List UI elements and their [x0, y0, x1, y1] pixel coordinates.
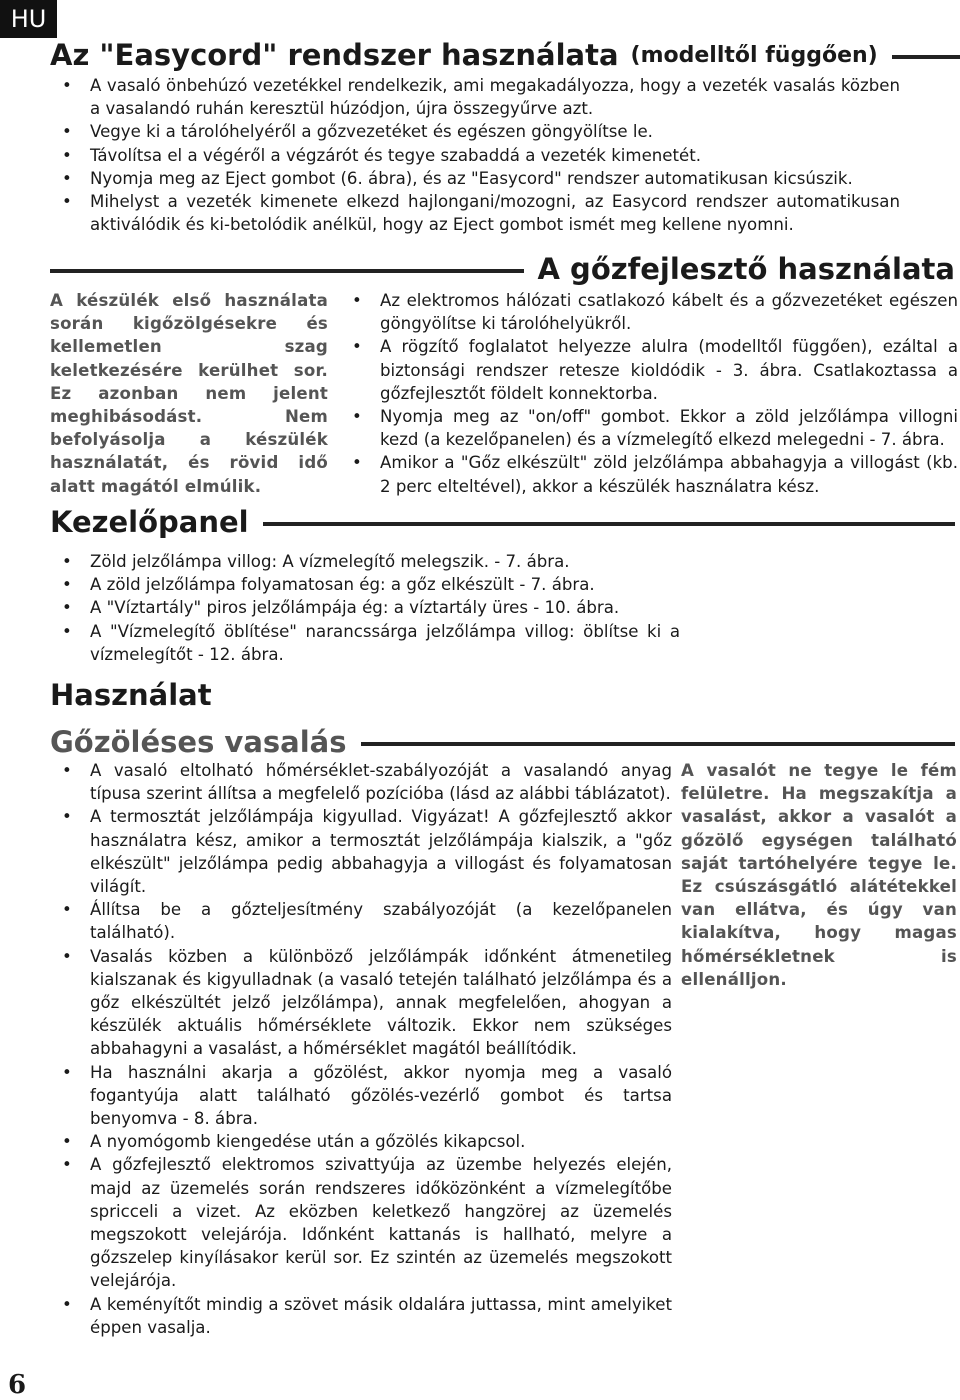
list-item: • Zöld jelzőlámpa villog: A vízmelegítő melegszik. - 7. ábra. [50, 550, 680, 573]
heading-rule [263, 522, 955, 526]
steam-ironing-section [50, 725, 955, 759]
list-item: • Állítsa be a gőzteljesítmény szabályozóját (a kezelőpanelen található). [50, 898, 672, 944]
steam-ironing-heading [50, 725, 955, 759]
iron-rest-note: A vasalót ne tegye le fém felületre. Ha megszakítja a vasalást, akkor a vasalót a gőzölő egységen található saját tartóhelyére tegye le. Ez csúszásgátló alátétekkel van ellátva, és úgy van kialakítva, hogy magas hőmérsékletnek is ellenálljon. [681, 761, 957, 989]
list-item: • A "Vízmelegítő öblítése" narancssárga jelzőlámpa villog: öblítse ki a vízmelegítőt - 12. ábra. [50, 620, 680, 666]
list-item: • Nyomja meg az "on/off" gombot. Ekkor a zöld jelzőlámpa villogni kezd (a kezelőpanelen) és a vízmelegítő elkezd melegedni - 7. ábra. [340, 405, 958, 451]
first-use-note: A készülék első használata során kigőzölgésekre és kellemetlen szag keletkezésére kerülhet sor. Ez azonban nem jelent meghibásodást. Nem befolyásolja a készülék használatát, és rövid idő alatt magától elmúlik. [50, 291, 328, 496]
usage-heading: Használat [50, 678, 212, 712]
steam-generator-list [340, 289, 958, 498]
list-item: • A gőzfejlesztő elektromos szivattyúja az üzembe helyezés elején, majd az üzemelés során rendszeres időközönként a vízmelegítőbe spricceli a vizet. Az eközben keletkező hangzörej az üzemelés megszokott velejárója. Időnként kattanás is hallható, melyre a gőzszelep kinyílásakor kerül sor. Ez szintén az üzemelés megszokott velejárója. [50, 1153, 672, 1292]
list-item: • Vegye ki a tárolóhelyéről a gőzvezetéket és egészen göngyölítse le. [50, 120, 900, 143]
language-badge: HU [0, 0, 57, 38]
list-item: • Távolítsa el a végéről a végzárót és tegye szabaddá a vezeték kimenetét. [50, 144, 900, 167]
list-item: • Mihelyst a vezeték kimenete elkezd hajlongani/mozogni, az Easycord rendszer automatikusan aktiválódik és ki-betolódik anélkül, hogy az Eject gombot ismét meg kellene nyomni. [50, 190, 900, 236]
steam-generator-title: A gőzfejlesztő használata [537, 252, 955, 286]
list-item: • A vasaló eltolható hőmérséklet-szabályozóját a vasalandó anyag típusa szerint állítsa a megfelelő pozícióba (lásd az alábbi táblázatot). [50, 759, 672, 805]
list-item: • Ha használni akarja a gőzölést, akkor nyomja meg a vasaló fogantyúja alatt található gőzölés-vezérlő gombot és tartsa benyomva - 8. ábra. [50, 1061, 672, 1131]
list-item: • Amikor a "Gőz elkészült" zöld jelzőlámpa abbahagyja a villogást (kb. 2 perc elteltével), akkor a készülék használatra kész. [340, 451, 958, 497]
easycord-list [50, 74, 900, 236]
heading-rule [50, 269, 524, 273]
control-panel-heading [50, 505, 955, 539]
list-item: • A termosztát jelzőlámpája kigyullad. Vigyázat! A gőzfejlesztő akkor használatra kész, amikor a termosztát jelzőlámpája kialszik, a "gőz elkészült" jelzőlámpa pedig abbahagyja a villogást és folyamatosan világít. [50, 805, 672, 898]
list-item: • Vasalás közben a különböző jelzőlámpák időnként átmenetileg kialszanak és kigyulladnak (a vasaló tetején található jelzőlámpa és a gőz elkészültét jelző jelzőlámpa), annak megfelelően, ahogyan a készülék aktuális hőmérséklete változik. Ekkor nem szükséges abbahagyni a vasalást, a hőmérséklet magától beállítódik. [50, 945, 672, 1061]
steam-ironing-title: Gőzöléses vasalás [50, 725, 347, 759]
list-item: • A rögzítő foglalatot helyezze alulra (modelltől függően), ezáltal a biztonsági rendszer retesze kioldódik - 3. ábra. Csatlakoztassa a gőzfejlesztőt földelt konnektorba. [340, 335, 958, 405]
easycord-heading [50, 38, 960, 72]
control-panel-title: Kezelőpanel [50, 505, 249, 539]
steam-generator-heading [50, 252, 955, 286]
list-item: • A vasaló önbehúzó vezetékkel rendelkezik, ami megakadályozza, hogy a vezeték vasalás közben a vasalandó ruhán keresztül húzódjon, újra összegyűrve azt. [50, 74, 900, 120]
steam-ironing-list [50, 759, 672, 1339]
heading-rule [361, 742, 956, 746]
list-item: • A zöld jelzőlámpa folyamatosan ég: a gőz elkészült - 7. ábra. [50, 573, 680, 596]
easycord-section [50, 38, 960, 236]
steam-generator-section [50, 252, 955, 286]
page-number: 6 [8, 1370, 27, 1400]
control-panel-list [50, 550, 680, 666]
list-item: • Az elektromos hálózati csatlakozó kábelt és a gőzvezetéket egészen göngyölítse ki tárolóhelyükről. [340, 289, 958, 335]
heading-rule [892, 55, 960, 59]
list-item: • Nyomja meg az Eject gombot (6. ábra), és az "Easycord" rendszer automatikusan kicsúszik. [50, 167, 900, 190]
list-item: • A "Víztartály" piros jelzőlámpája ég: a víztartály üres - 10. ábra. [50, 596, 680, 619]
list-item: • A keményítőt mindig a szövet másik oldalára juttassa, mint amelyiket éppen vasalja. [50, 1293, 672, 1339]
easycord-subtitle: (modelltől függően) [630, 42, 878, 68]
control-panel-section [50, 505, 955, 539]
list-item: • A nyomógomb kiengedése után a gőzölés kikapcsol. [50, 1130, 672, 1153]
easycord-title: Az "Easycord" rendszer használata [50, 38, 619, 72]
